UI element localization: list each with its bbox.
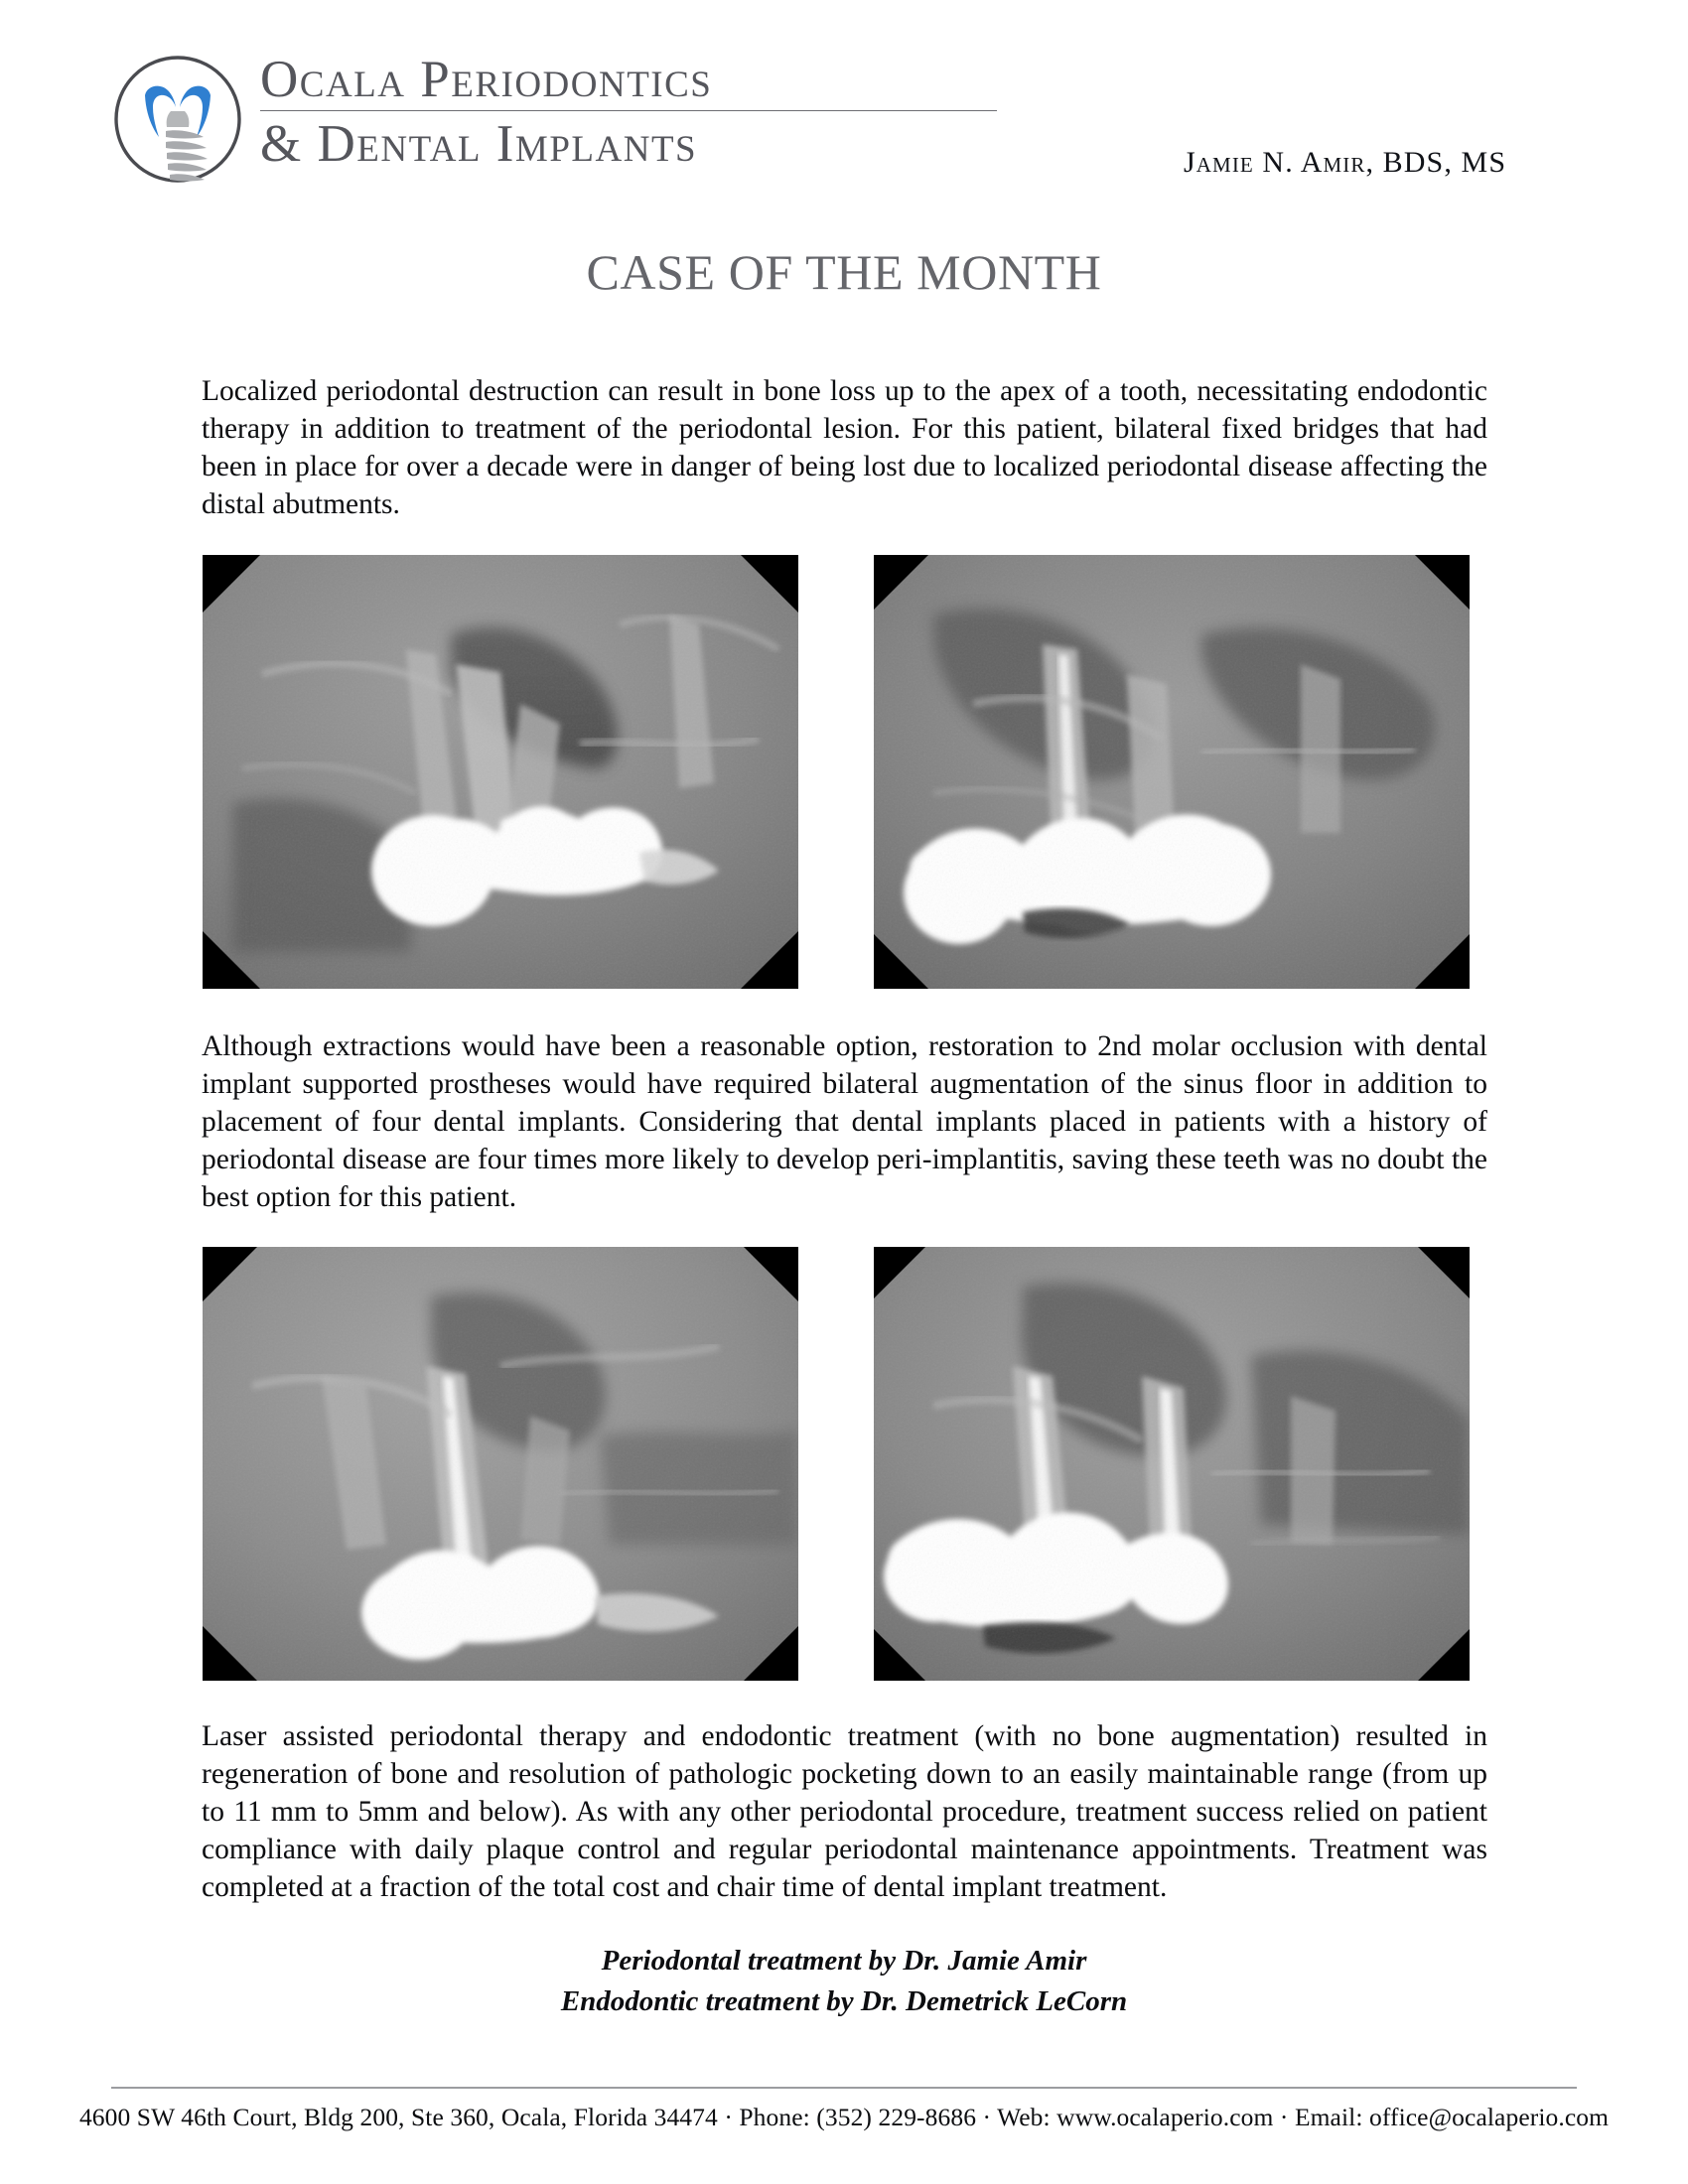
footer-contact-line: 4600 SW 46th Court, Bldg 200, Ste 360, Ocala, Florida 34474 · Phone: (352) 229-8686 · Web: www.ocalaperio.com · Email: office@ocalaperio.com xyxy=(78,2103,1610,2131)
paragraph-outcome: Laser assisted periodontal therapy and endodontic treatment (with no bone augmentation) resulted in regeneration of bone and resolution of pathologic pocketing down to an easily maintainable range (from up to 11 mm to 5mm and below). As with any other periodontal procedure, treatment success relied on patient compliance with daily plaque control and regular periodontal maintenance appointments. Treatment was completed at a fraction of the total cost and chair time of dental implant treatment. xyxy=(202,1720,1487,1904)
brand-line-1: Ocala Periodontics xyxy=(260,52,997,111)
doctor-name: Jamie N. Amir, BDS, MS xyxy=(1184,146,1507,179)
paragraph-intro: Localized periodontal destruction can result in bone loss up to the apex of a tooth, necessitating endodontic therapy in addition to treatment of the periodontal lesion. For this patient, bilateral fixed bridges that had been in place for over a decade were in danger of being lost due to localized periodontal disease affecting the distal abutments. xyxy=(202,375,1487,521)
treatment-credits xyxy=(0,1941,1688,2022)
tooth-implant-logo-icon xyxy=(111,50,245,189)
page-header xyxy=(0,0,1688,223)
footer-divider xyxy=(111,2087,1577,2089)
radiograph-post-op-right xyxy=(874,1247,1470,1681)
radiograph-pre-op-left xyxy=(203,555,798,989)
page-title: CASE OF THE MONTH xyxy=(586,244,1102,300)
brand-wordmark xyxy=(260,52,1015,172)
brand-line-2: & Dental Implants xyxy=(260,115,698,174)
credit-endodontic: Endodontic treatment by Dr. Demetrick LeCorn xyxy=(560,1985,1128,2018)
radiograph-post-op-left xyxy=(203,1247,798,1681)
radiograph-pre-op-right xyxy=(874,555,1470,989)
credit-periodontal: Periodontal treatment by Dr. Jamie Amir xyxy=(601,1945,1087,1977)
paragraph-treatment-rationale: Although extractions would have been a reasonable option, restoration to 2nd molar occlusion with dental implant supported prostheses would have required bilateral augmentation of the sinus floor in addition to placement of four dental implants. Considering that dental implants placed in patients with a history of periodontal disease are four times more likely to develop peri-implantitis, saving these teeth was no doubt the best option for this patient. xyxy=(202,1030,1487,1214)
